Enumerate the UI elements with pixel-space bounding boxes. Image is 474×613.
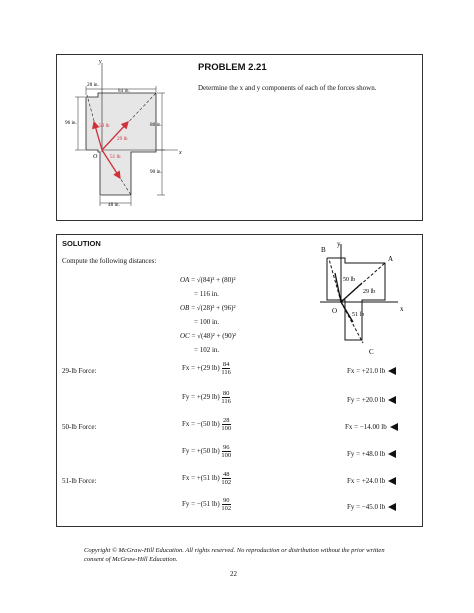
sketch-f51: 51 lb	[352, 312, 365, 318]
problem-title: PROBLEM 2.21	[198, 62, 267, 73]
dim-96: 96 in.	[65, 120, 77, 126]
row-result	[347, 503, 396, 511]
result-marker-icon	[388, 477, 396, 485]
oa-equation	[180, 276, 236, 284]
row-expression	[182, 390, 231, 405]
sketch-arrow-50	[335, 273, 341, 302]
sketch-f50: 50 lb	[343, 277, 356, 283]
row-expression	[182, 361, 231, 376]
fig-axis-y: y	[99, 59, 102, 65]
fraction-numerator: 90	[223, 497, 230, 504]
row-result	[347, 477, 396, 485]
page-number: 22	[230, 570, 237, 578]
dim-84: 84 in.	[118, 88, 130, 94]
sketch-C: C	[369, 348, 374, 356]
fig-origin: O	[93, 154, 98, 160]
result-value: Fy = −45.0 lb	[347, 503, 386, 511]
fraction-numerator: 48	[223, 471, 230, 478]
solution-intro: Compute the following distances:	[62, 257, 157, 265]
fraction	[221, 417, 231, 432]
row-label: 29-lb Force:	[62, 367, 97, 375]
row-expression	[182, 497, 231, 512]
row-lhs: Fx = +(51 lb)	[182, 474, 220, 483]
fraction-numerator: 80	[222, 390, 230, 397]
fraction	[221, 471, 231, 486]
oc-equation	[180, 332, 236, 340]
fraction-numerator: 84	[222, 361, 230, 368]
result-value: Fy = +48.0 lb	[347, 450, 386, 458]
label-force-29: 29 lb	[117, 136, 128, 142]
problem-statement: Determine the x and y components of each of the forces shown.	[198, 84, 377, 92]
solution-sketch	[310, 238, 420, 360]
oa-lhs: OA	[180, 276, 190, 284]
label-force-51: 51 lb	[110, 154, 121, 160]
result-marker-icon	[388, 367, 396, 375]
result-value: Fx = +21.0 lb	[347, 367, 386, 375]
oc-value: = 102 in.	[194, 346, 220, 354]
sketch-A: A	[388, 255, 394, 263]
ob-value: = 100 in.	[194, 318, 220, 326]
result-marker-icon	[388, 450, 396, 458]
oa-value: = 116 in.	[194, 290, 219, 298]
row-result	[345, 423, 398, 431]
solution-title: SOLUTION	[62, 239, 101, 248]
dim-90: 90 in.	[150, 169, 162, 175]
dim-48: 48 in.	[108, 202, 120, 208]
row-result	[347, 367, 396, 375]
row-expression	[182, 471, 231, 486]
fraction-denominator: 116	[221, 369, 231, 376]
result-marker-icon	[388, 503, 396, 511]
oa-rhs: = √(84)² + (80)²	[191, 276, 236, 284]
row-lhs: Fy = +(29 lb)	[182, 393, 220, 402]
ob-lhs: OB	[180, 304, 190, 312]
fraction	[221, 390, 231, 405]
row-lhs: Fx = −(50 lb)	[182, 420, 220, 429]
fraction-numerator: 96	[223, 444, 230, 451]
result-value: Fy = +20.0 lb	[347, 396, 386, 404]
row-label: 51-lb Force:	[62, 477, 97, 485]
row-result	[347, 396, 396, 404]
copyright-notice: Copyright © McGraw-Hill Education. All rights reserved. No reproduction or distribution without the prior written consent of McGraw-Hill Education.	[84, 547, 385, 563]
sketch-B: B	[321, 246, 326, 254]
result-value: Fx = +24.0 lb	[347, 477, 386, 485]
sketch-arrow-29	[341, 283, 362, 302]
fraction-denominator: 116	[221, 398, 231, 405]
fig-axis-x: x	[179, 150, 182, 156]
row-expression	[182, 444, 231, 459]
row-lhs: Fy = +(50 lb)	[182, 447, 220, 456]
fraction	[221, 497, 231, 512]
sketch-x: x	[400, 305, 404, 313]
fraction	[221, 444, 231, 459]
ob-equation	[180, 304, 236, 312]
fraction	[221, 361, 231, 376]
fraction-denominator: 100	[221, 452, 232, 459]
result-marker-icon	[388, 396, 396, 404]
fraction-denominator: 100	[221, 425, 232, 432]
sketch-y: y	[337, 240, 341, 248]
sketch-f29: 29 lb	[363, 289, 376, 295]
dim-28: 28 in.	[87, 82, 99, 88]
result-marker-icon	[390, 423, 398, 431]
row-lhs: Fx = +(29 lb)	[182, 364, 220, 373]
ob-rhs: = √(28)² + (96)²	[191, 304, 236, 312]
row-lhs: Fy = −(51 lb)	[182, 500, 220, 509]
row-result	[347, 450, 396, 458]
row-label: 50-lb Force:	[62, 423, 97, 431]
problem-figure	[62, 56, 190, 216]
fraction-denominator: 102	[221, 505, 232, 512]
row-expression	[182, 417, 231, 432]
label-force-50: 50 lb	[99, 123, 110, 129]
result-value: Fx = −14.00 lb	[345, 423, 387, 431]
dim-80: 80 in.	[150, 122, 162, 128]
oc-rhs: = √(48)² + (90)²	[191, 332, 236, 340]
fraction-numerator: 28	[223, 417, 230, 424]
sketch-O: O	[332, 307, 338, 315]
oc-lhs: OC	[180, 332, 190, 340]
fraction-denominator: 102	[221, 479, 232, 486]
